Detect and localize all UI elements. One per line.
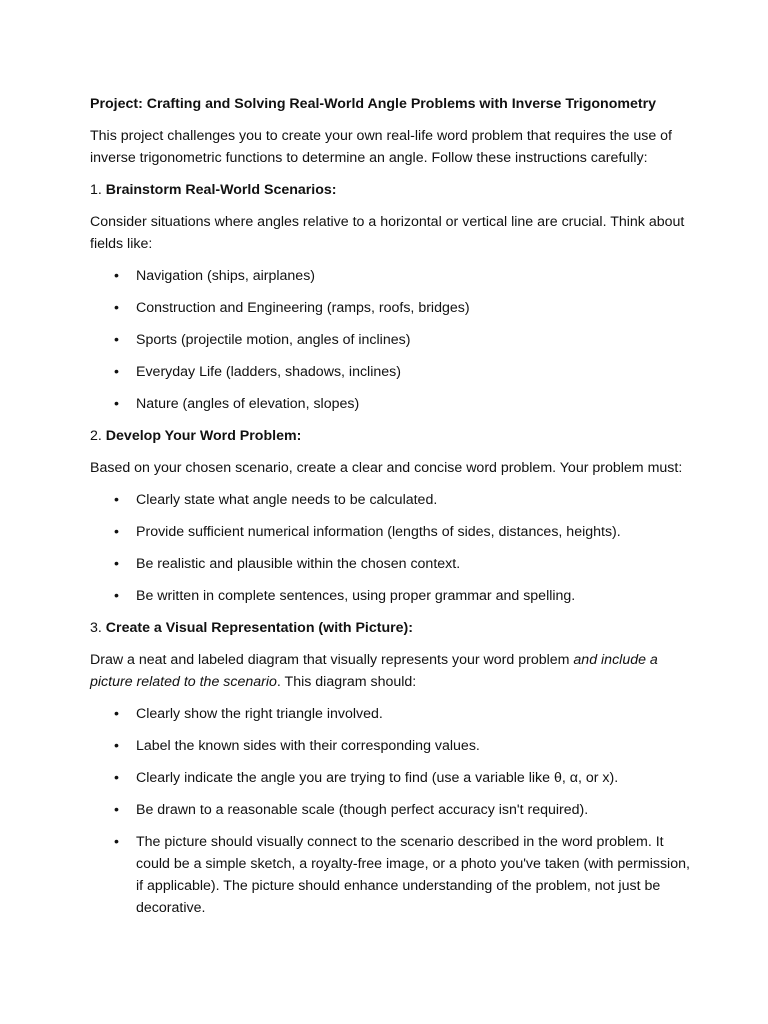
- bullet-icon: •: [114, 396, 119, 412]
- section-2-heading-text: Develop Your Word Problem:: [105, 428, 302, 444]
- list-item-text: Be realistic and plausible within the chosen context.: [136, 556, 461, 572]
- section-3-heading: [90, 617, 690, 639]
- section-3-text-emphasis: and include a picture related to the scenario: [90, 652, 658, 690]
- bullet-icon: •: [114, 802, 119, 818]
- list-item-text: Be drawn to a reasonable scale (though perfect accuracy isn't required).: [136, 802, 589, 818]
- section-3-list: [90, 703, 690, 919]
- bullet-icon: •: [114, 834, 119, 850]
- list-item-text: Navigation (ships, airplanes): [136, 268, 316, 284]
- list-item: [90, 735, 690, 757]
- section-3-text-before: Draw a neat and labeled diagram that visually represents your word problem: [90, 652, 574, 668]
- bullet-icon: •: [114, 332, 119, 348]
- section-2-heading: [90, 425, 690, 447]
- section-1-heading-text: Brainstorm Real-World Scenarios:: [105, 182, 337, 198]
- list-item-text: Clearly state what angle needs to be calculated.: [136, 492, 438, 508]
- section-2-text: Based on your chosen scenario, create a clear and concise word problem. Your problem must:: [90, 460, 683, 476]
- list-item-text: Nature (angles of elevation, slopes): [136, 396, 360, 412]
- section-1-text: Consider situations where angles relative to a horizontal or vertical line are crucial. Think about fields like:: [90, 214, 685, 252]
- bullet-icon: •: [114, 738, 119, 754]
- list-item: [90, 585, 690, 607]
- section-3-heading-text: Create a Visual Representation (with Picture):: [105, 620, 414, 636]
- intro-paragraph: This project challenges you to create your own real-life word problem that requires the use of inverse trigonometric functions to determine an angle. Follow these instructions carefully:: [90, 128, 672, 166]
- list-item: [90, 831, 690, 919]
- bullet-icon: •: [114, 300, 119, 316]
- bullet-icon: •: [114, 364, 119, 380]
- list-item-text: Be written in complete sentences, using proper grammar and spelling.: [136, 588, 576, 604]
- bullet-icon: •: [114, 492, 119, 508]
- document-title: Project: Crafting and Solving Real-World Angle Problems with Inverse Trigonometry: [90, 96, 657, 112]
- list-item: [90, 329, 690, 351]
- section-3-text-after: . This diagram should:: [276, 674, 417, 690]
- bullet-icon: •: [114, 268, 119, 284]
- bullet-icon: •: [114, 588, 119, 604]
- list-item: [90, 521, 690, 543]
- bullet-icon: •: [114, 706, 119, 722]
- list-item: [90, 553, 690, 575]
- list-item-text: Everyday Life (ladders, shadows, inclines): [136, 364, 401, 380]
- list-item-text: Provide sufficient numerical information (lengths of sides, distances, heights).: [136, 524, 621, 540]
- list-item: [90, 393, 690, 415]
- section-2-list: [90, 489, 690, 607]
- list-item: [90, 297, 690, 319]
- section-1-number: 1.: [90, 182, 102, 198]
- bullet-icon: •: [114, 556, 119, 572]
- bullet-icon: •: [114, 524, 119, 540]
- list-item-text: The picture should visually connect to the scenario described in the word problem. It could be a simple sketch, a royalty-free image, or a photo you've taken (with permission, if applicable). The picture should enhance understanding of the problem, not just be decorative.: [136, 834, 690, 916]
- list-item: [90, 265, 690, 287]
- list-item-text: Clearly indicate the angle you are trying to find (use a variable like θ, α, or x).: [136, 770, 619, 786]
- list-item: [90, 361, 690, 383]
- list-item: [90, 489, 690, 511]
- list-item-text: Label the known sides with their corresponding values.: [136, 738, 480, 754]
- section-3-number: 3.: [90, 620, 102, 636]
- list-item-text: Construction and Engineering (ramps, roofs, bridges): [136, 300, 470, 316]
- list-item: [90, 799, 690, 821]
- document-page: [90, 93, 690, 929]
- list-item: [90, 767, 690, 789]
- section-2-number: 2.: [90, 428, 102, 444]
- list-item-text: Clearly show the right triangle involved.: [136, 706, 383, 722]
- section-1-heading: [90, 179, 690, 201]
- bullet-icon: •: [114, 770, 119, 786]
- section-3-text: [90, 649, 690, 693]
- list-item-text: Sports (projectile motion, angles of inclines): [136, 332, 411, 348]
- list-item: [90, 703, 690, 725]
- section-1-list: [90, 265, 690, 415]
